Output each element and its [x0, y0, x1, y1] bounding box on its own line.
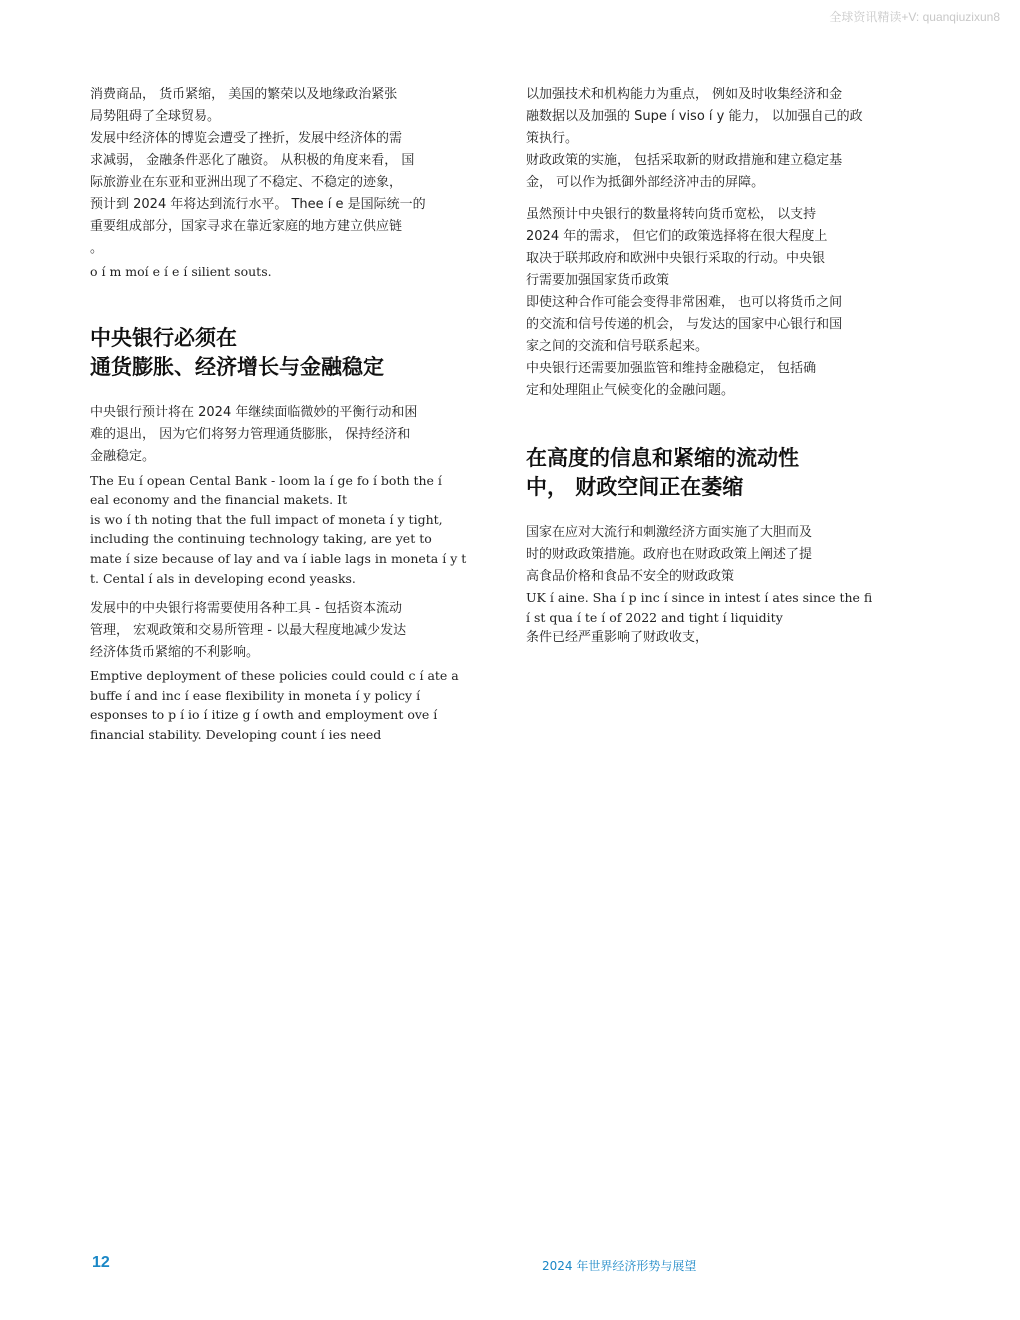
section1-english-2: Emptive deployment of these policies could could c í ate a buffe í and inc í ease flexibility in moneta í y policy í esponses to p í io í itize g í owth and employment ove í financial stability. Developing count í ies need: [90, 668, 459, 742]
section1-paragraph-2: 发展中的中央银行将需要使用各种工具 - 包括资本流动 管理， 宏观政策和交易所管理 - 以最大程度地减少发达 经济体货币紧缩的不利影响。: [90, 601, 407, 661]
intro-paragraph-1: 消费商品， 货币紧缩， 美国的繁荣以及地缘政治紧张 局势阻碍了全球贸易。: [90, 87, 398, 124]
right-paragraph-4: 即使这种合作可能会变得非常困难， 也可以将货币之间 的交流和信号传递的机会， 与发达的国家中心银行和国 家之间的交流和信号联系起来。: [526, 295, 843, 354]
section2-paragraph-2: 条件已经严重影响了财政收支，: [526, 630, 709, 646]
section1-paragraph-1: 中央银行预计将在 2024 年继续面临微妙的平衡行动和困 难的退出， 因为它们将努力管理通货膨胀， 保持经济和 金融稳定。: [90, 404, 418, 464]
right-paragraph-1: 以加强技术和机构能力为重点， 例如及时收集经济和金 融数据以及加强的 Supe í viso í y 能力， 以加强自己的政 策执行。: [526, 87, 863, 146]
section1-english-1: The Eu í opean Cental Bank - loom la í ge fo í both the í eal economy and the financial makets. It is wo í th noting that the full impact of moneta í y tight, including the continuing technology taking, are yet to mate í size because of lay and va í iable lags in moneta í y t t. Cental í als in developing econd yeasks.: [90, 472, 467, 586]
intro-english-line: o í m moí e í e í silient souts.: [90, 264, 272, 279]
watermark: 全球资讯精读+V: quanqiuzixun8: [829, 10, 1000, 24]
right-paragraph-2: 财政政策的实施， 包括采取新的财政措施和建立稳定基 金， 可以作为抵御外部经济冲击的屏障。: [526, 153, 843, 190]
left-column: [90, 84, 490, 745]
section-heading-central-banks: 中央银行必须在 通货膨胀、经济增长与金融稳定: [90, 325, 384, 379]
section2-english: UK í aine. Sha í p inc í since in intest í ates since the fi í st qua í te í of 2022 and tight í liquidity: [526, 590, 873, 625]
section2-paragraph-1: 国家在应对大流行和刺激经济方面实施了大胆而及 时的财政政策措施。政府也在财政政策上阐述了提 高食品价格和食品不安全的财政政策: [526, 525, 813, 584]
intro-paragraph-2: 发展中经济体的博览会遭受了挫折，发展中经济体的需 求减弱， 金融条件恶化了融资。 从积极的角度来看， 国 际旅游业在东亚和亚洲出现了不稳定、不稳定的迹象， 预计到 2024 年将达到流行水平。 Thee í e 是国际统一的 重要组成部分，国家寻求在靠近家庭的地方建立供应链 。: [90, 131, 426, 256]
right-column: [526, 84, 926, 649]
section-heading-fiscal-space: 在高度的信息和紧缩的流动性 中， 财政空间正在萎缩: [526, 446, 799, 499]
right-paragraph-5: 中央银行还需要加强监管和维持金融稳定， 包括确 定和处理阻止气候变化的金融问题。: [526, 361, 817, 398]
page-number: 12: [92, 1254, 110, 1271]
right-paragraph-3: 虽然预计中央银行的数量将转向货币宽松， 以支持 2024 年的需求， 但它们的政策选择将在很大程度上 取决于联邦政府和欧洲中央银行采取的行动。中央银 行需要加强国家货币政策: [526, 207, 828, 288]
footer-report-title: 2024 年世界经济形势与展望: [542, 1259, 697, 1273]
